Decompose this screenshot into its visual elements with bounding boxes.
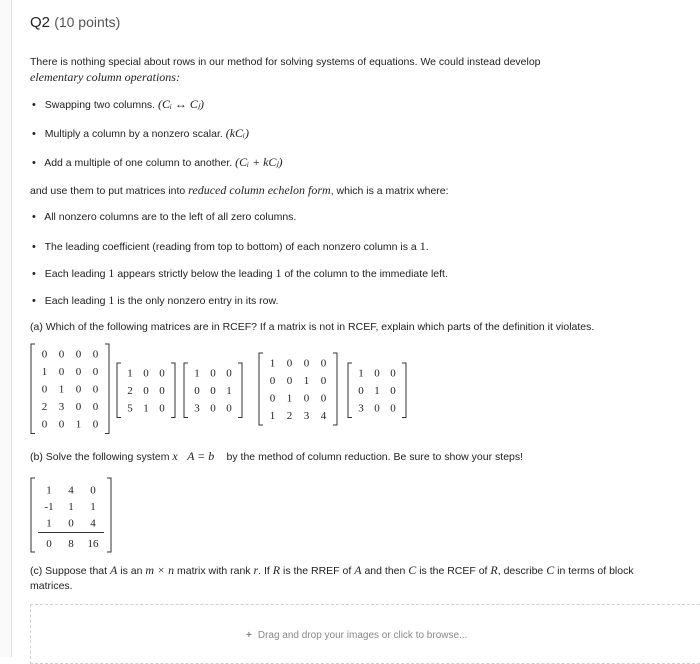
- op-swap: [32, 97, 204, 112]
- part-c-math-c1: C: [408, 563, 417, 577]
- matrix-4-entry: 0: [286, 375, 293, 388]
- question-points: (10 points): [54, 14, 121, 30]
- part-c-text-i: in terms of block: [557, 565, 634, 577]
- intro-line-2: elementary column operations:: [30, 70, 180, 84]
- matrix-1-entry: 0: [92, 366, 99, 379]
- part-c-text-b: is an: [120, 565, 143, 577]
- matrix-5-entry: 0: [358, 385, 364, 398]
- matrix-2-entry: 1: [127, 367, 133, 380]
- op-add: [32, 155, 283, 170]
- matrix-5-entry: 0: [374, 367, 380, 380]
- left-frame-border: [0, 0, 12, 657]
- system-matrix-entry: 4: [90, 517, 96, 530]
- plus-icon: +: [246, 630, 252, 641]
- matrix-4: [258, 352, 338, 426]
- system-matrix-bracket-left: [31, 478, 35, 552]
- matrix-3-entry: 0: [210, 385, 216, 398]
- matrix-1-entry: 1: [41, 366, 48, 379]
- condition-3-text-a: Each leading: [44, 268, 106, 280]
- part-c-text-a: (c) Suppose that: [30, 565, 108, 577]
- part-c-text-h: , describe: [497, 565, 544, 577]
- condition-1: [32, 211, 296, 223]
- matrix-5-entry: 0: [374, 402, 380, 415]
- upload-label[interactable]: [246, 630, 467, 641]
- matrix-4-entry: 0: [269, 392, 276, 405]
- matrix-4-entry: 2: [286, 410, 293, 423]
- matrix-4-entry: 1: [269, 410, 276, 423]
- system-matrix-entry: 1: [46, 484, 52, 497]
- matrix-4-entry: 0: [320, 375, 327, 388]
- matrix-5: [347, 362, 407, 419]
- system-matrix-entry: 4: [68, 484, 74, 497]
- part-c-text-d: . If: [258, 565, 270, 577]
- matrix-1-entry: 0: [41, 348, 48, 361]
- condition-4-text-b: is the only nonzero entry in its row.: [117, 295, 279, 307]
- op-add-math: (Cᵢ + kCⱼ): [235, 155, 283, 169]
- matrix-4-entry: 0: [303, 392, 310, 405]
- matrix-3-entry: 1: [226, 385, 232, 398]
- matrix-4-entry: 0: [269, 375, 276, 388]
- op-swap-text: Swapping two columns.: [44, 99, 156, 111]
- matrix-2-bracket-right: [171, 363, 175, 418]
- op-swap-math: (Cᵢ ↔ Cⱼ): [158, 97, 205, 111]
- matrix-3-entry: 0: [226, 402, 232, 415]
- matrix-1-entry: 1: [75, 418, 82, 431]
- part-c-math-r1: R: [272, 563, 281, 577]
- intro-line-1: There is nothing special about rows in our method for solving systems of equations. We could instead develop: [30, 56, 541, 68]
- part-c-math-a1: A: [109, 563, 118, 577]
- matrix-1-entry: 0: [58, 418, 65, 431]
- matrix-4-bracket-left: [259, 353, 263, 425]
- matrix-3-entry: 0: [226, 367, 232, 380]
- matrix-4-entry: 1: [303, 375, 310, 388]
- part-c-math-r2: R: [490, 563, 498, 577]
- question-title: Q2: [30, 14, 51, 31]
- matrix-4-entry: 0: [320, 392, 327, 405]
- matrix-4-bracket-right: [333, 353, 337, 425]
- matrix-1-entry: 0: [75, 366, 82, 379]
- matrix-5-entry: 3: [358, 402, 364, 415]
- part-c-math-mxn: m × n: [145, 563, 175, 577]
- matrix-4-entry: 1: [286, 392, 293, 405]
- condition-3-text-c: of the column to the immediate left.: [284, 268, 448, 280]
- matrix-5-entry: 1: [374, 385, 380, 398]
- matrix-3-entry: 0: [210, 402, 216, 415]
- op-scale-text: Multiply a column by a nonzero scalar.: [44, 128, 223, 140]
- system-matrix-entry: 8: [68, 537, 74, 550]
- rcef-intro-suffix: , which is a matrix where:: [330, 185, 449, 197]
- system-matrix-entry: 0: [68, 517, 74, 530]
- part-c-line-1: [30, 563, 634, 578]
- matrix-1-entry: 2: [41, 401, 48, 414]
- system-matrix-entry: -1: [44, 500, 54, 513]
- condition-3-text-b: appears strictly below the leading: [117, 268, 273, 280]
- op-scale-math: (kCᵢ): [225, 126, 249, 140]
- part-b-prompt: [30, 449, 523, 464]
- condition-4-math: 1: [108, 293, 115, 307]
- condition-4: [32, 293, 278, 308]
- part-c-text-e: is the RREF of: [283, 565, 352, 577]
- matrix-1-entry: 3: [58, 401, 65, 414]
- condition-3: [32, 266, 448, 281]
- part-c-math-c2: C: [546, 563, 555, 577]
- matrix-4-entry: 4: [320, 410, 327, 423]
- condition-2-end: .: [425, 241, 429, 253]
- matrix-1-entry: 0: [58, 348, 65, 361]
- condition-3-math-1: 1: [108, 266, 115, 280]
- matrix-3-bracket-right: [238, 363, 242, 418]
- matrix-4-entry: 1: [269, 357, 276, 370]
- system-matrix-entry: 16: [87, 537, 99, 550]
- matrix-3-entry: 0: [210, 367, 216, 380]
- matrix-2-entry: 0: [159, 367, 165, 380]
- system-matrix-entry: 1: [46, 517, 52, 530]
- op-add-text: Add a multiple of one column to another.: [44, 157, 233, 169]
- rcef-intro-prefix: and use them to put matrices into: [30, 185, 186, 197]
- matrix-2-entry: 1: [143, 402, 149, 415]
- matrix-5-entry: 0: [390, 385, 396, 398]
- matrix-5-bracket-left: [348, 363, 352, 418]
- rcef-intro: [30, 183, 449, 198]
- matrix-1-bracket-right: [105, 344, 109, 434]
- matrix-4-entry: 0: [303, 357, 310, 370]
- part-a-prompt: (a) Which of the following matrices are in RCEF? If a matrix is not in RCEF, explain which parts of the definition it violates.: [30, 321, 595, 333]
- question-header: [30, 14, 120, 31]
- matrix-1-entry: 0: [41, 383, 48, 396]
- matrix-3-entry: 3: [194, 402, 200, 415]
- op-scale: [32, 126, 249, 141]
- matrix-2-bracket-left: [117, 363, 121, 418]
- matrix-1-entry: 0: [92, 418, 99, 431]
- matrix-1-entry: 0: [75, 348, 82, 361]
- rcef-term: reduced column echelon form: [188, 183, 331, 197]
- condition-2-text: The leading coefficient (reading from top to bottom) of each nonzero column is a: [44, 241, 417, 253]
- matrix-1-entry: 0: [75, 383, 82, 396]
- matrix-3: [183, 362, 243, 419]
- system-matrix-entry: 1: [90, 500, 96, 513]
- matrix-2-entry: 0: [143, 385, 149, 398]
- matrix-1-entry: 0: [75, 401, 82, 414]
- matrix-2-entry: 2: [127, 385, 133, 398]
- matrix-2-entry: 0: [159, 402, 165, 415]
- condition-2-math: 1: [419, 239, 426, 253]
- part-b-suffix: by the method of column reduction. Be sure to show your steps!: [226, 451, 524, 463]
- condition-1-text: All nonzero columns are to the left of all zero columns.: [44, 211, 297, 223]
- matrix-4-entry: 0: [286, 357, 293, 370]
- system-matrix-entry: 0: [46, 537, 52, 550]
- matrix-3-bracket-left: [184, 363, 188, 418]
- condition-4-text-a: Each leading: [44, 295, 106, 307]
- matrix-1-bracket-left: [31, 344, 35, 434]
- matrix-1-entry: 0: [92, 383, 99, 396]
- matrix-1-entry: 1: [58, 383, 65, 396]
- matrix-5-entry: 0: [390, 367, 396, 380]
- part-c-text-c: matrix with rank: [177, 565, 251, 577]
- matrix-3-entry: 1: [194, 367, 200, 380]
- part-b-prefix: (b) Solve the following system: [30, 451, 170, 463]
- matrix-3-entry: 0: [194, 385, 200, 398]
- matrix-5-bracket-right: [402, 363, 406, 418]
- matrix-1-entry: 0: [41, 418, 48, 431]
- part-c-math-a2: A: [354, 563, 362, 577]
- system-matrix-svg: [30, 477, 112, 553]
- matrix-2-entry: 0: [159, 385, 165, 398]
- system-matrix-bracket-right: [107, 478, 111, 552]
- part-c-math-r: r: [253, 563, 259, 577]
- part-c-text-f: and then: [364, 565, 406, 577]
- matrix-2-entry: 5: [127, 402, 133, 415]
- matrix-5-entry: 0: [390, 402, 396, 415]
- part-c-line-2: matrices.: [30, 580, 73, 592]
- matrix-4-entry: 0: [320, 357, 327, 370]
- part-c-text-g: is the RCEF of: [419, 565, 488, 577]
- matrix-4-entry: 3: [303, 410, 310, 423]
- system-matrix-entry: 1: [68, 500, 74, 513]
- matrix-1-entry: 0: [92, 401, 99, 414]
- system-matrix-entry: 0: [90, 484, 96, 497]
- part-b-math: x⃗A = b⃗: [172, 449, 224, 463]
- condition-3-math-2: 1: [275, 266, 282, 280]
- matrix-2-entry: 0: [143, 367, 149, 380]
- condition-2: [32, 239, 429, 254]
- matrix-1-entry: 0: [92, 348, 99, 361]
- matrix-2: [116, 362, 176, 419]
- matrix-5-entry: 1: [358, 367, 364, 380]
- upload-label-text: Drag and drop your images or click to browse...: [257, 630, 468, 641]
- matrix-1: [30, 343, 110, 435]
- matrix-1-entry: 0: [58, 366, 65, 379]
